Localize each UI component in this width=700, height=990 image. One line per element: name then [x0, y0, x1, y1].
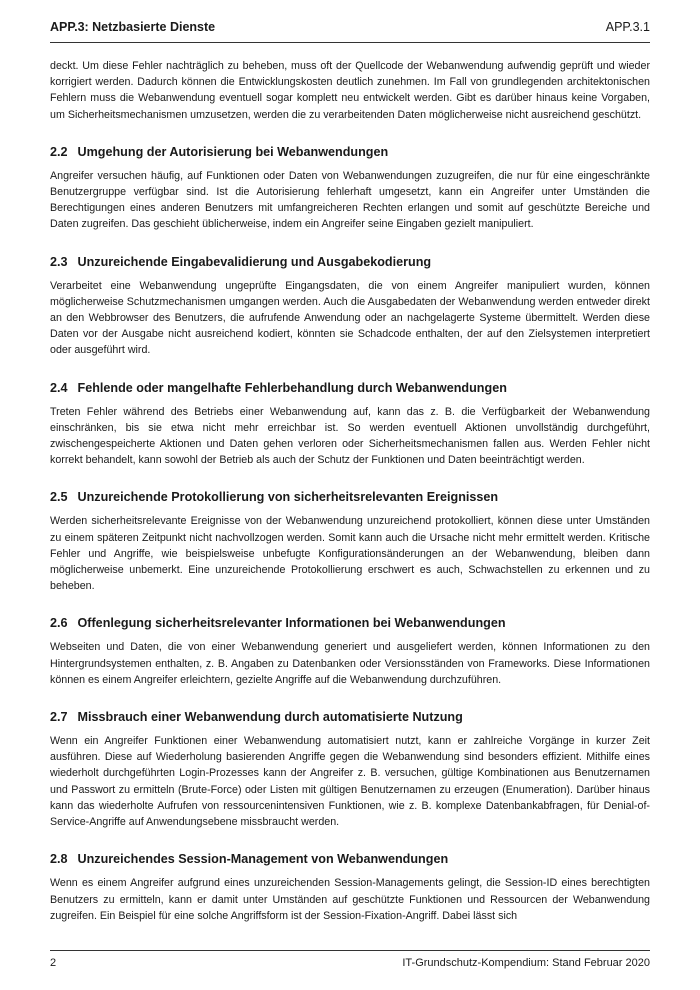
- section-2-4: [50, 379, 650, 469]
- section-paragraph: Treten Fehler während des Betriebs einer Webanwendung auf, kann das z. B. die Verfügbarkeit der Webanwendung einschränken, bis sie etwa nicht mehr erreichbar ist. So werden eventuell Aktionen unvollständig durchgeführt, zwischengespeicherte Aktionen und Daten gehen verloren oder Sicherheitsmechanismen fallen aus. Werden Fehler nicht korrekt behandelt, kann sowohl der Betrieb als auch der Schutz der Funktionen und Daten beeinträchtigt werden.: [50, 405, 650, 467]
- section-title: Umgehung der Autorisierung bei Webanwendungen: [77, 144, 389, 159]
- section-number: 2.7: [50, 710, 68, 725]
- section-heading: [50, 614, 650, 632]
- section-paragraph: Werden sicherheitsrelevante Ereignisse von der Webanwendung unzureichend protokolliert, können diese unter Umständen zu einem späteren Zeitpunkt nicht nachvollzogen werden. Somit kann auch die Ursache nicht mehr ermittelt werden. Kritische Fehler und Angriffe, wie beispielsweise unbefugte Konfigurationsänderungen an der Webanwendung, bleiben dann möglicherweise unbemerkt. Eine unzureichende Protokollierung erschwert es auch, Schwachstellen zu erkennen und zu beheben.: [50, 515, 650, 593]
- module-code: APP.3.1: [605, 20, 650, 34]
- intro-paragraph: deckt. Um diese Fehler nachträglich zu beheben, muss oft der Quellcode der Webanwendung aufwendig geprüft und wieder korrigiert werden. Dadurch können die Entwicklungskosten deutlich zunehmen. Im Fall von grundlegenden architektonischen Fehlern muss die Webanwendung eventuell sogar komplett neu entwickelt werden. Gibt es darüber hinaus keine Vorgaben, um Sicherheitsmechanismen umzusetzen, werden die zu verarbeitenden Daten möglicherweise nicht ausreichend geschützt.: [50, 60, 650, 121]
- section-2-3: [50, 253, 650, 359]
- section-heading: [50, 850, 650, 868]
- section-title: Offenlegung sicherheitsrelevanter Informationen bei Webanwendungen: [77, 616, 506, 631]
- section-paragraph: Angreifer versuchen häufig, auf Funktionen oder Daten von Webanwendungen zuzugreifen, die nur für eine eingeschränkte Benutzergruppe verfügbar sind. Ist die Autorisierung fehlerhaft umgesetzt, kann ein Angreifer unter Umständen die Berechtigungen eines anderen Benutzers mit umfangreicheren Rechten erlangen und somit auf geschützte Bereiche und Daten zugreifen. Das geschieht üblicherweise, indem ein Angreifer seine Eingaben gezielt manipuliert.: [50, 169, 650, 231]
- section-heading: [50, 143, 650, 161]
- section-number: 2.8: [50, 852, 68, 867]
- page-body: [50, 58, 650, 924]
- section-2-6: [50, 614, 650, 688]
- section-title: Unzureichendes Session-Management von Webanwendungen: [77, 852, 449, 867]
- section-heading: [50, 253, 650, 271]
- document-page: [50, 0, 650, 990]
- page-number: 2: [50, 957, 57, 969]
- footer-rule: [50, 950, 650, 951]
- page-header: [50, 20, 650, 42]
- section-title: Unzureichende Eingabevalidierung und Ausgabekodierung: [77, 254, 432, 269]
- section-2-8: [50, 850, 650, 924]
- section-paragraph: Webseiten und Daten, die von einer Webanwendung generiert und ausgeliefert werden, können Informationen zu den Hintergrundsystemen enthalten, z. B. Angaben zu Datenbanken oder Versionsständen von Frameworks. Diese Informationen können es einem Angreifer erleichtern, gezielte Angriffe auf die Webanwendung durchzuführen.: [50, 641, 650, 686]
- section-title: Unzureichende Protokollierung von sicherheitsrelevanten Ereignissen: [77, 490, 499, 505]
- section-title: Missbrauch einer Webanwendung durch automatisierte Nutzung: [77, 710, 463, 725]
- section-heading: [50, 379, 650, 397]
- page-footer: [50, 957, 650, 969]
- header-rule: [50, 42, 650, 43]
- publication-info: IT-Grundschutz-Kompendium: Stand Februar 2020: [402, 957, 650, 969]
- section-heading: [50, 488, 650, 506]
- section-heading: [50, 708, 650, 726]
- section-number: 2.4: [50, 380, 68, 395]
- section-number: 2.5: [50, 490, 68, 505]
- section-paragraph: Wenn ein Angreifer Funktionen einer Webanwendung automatisiert nutzt, kann er zahlreiche Vorgänge in kurzer Zeit ausführen. Diese auf Wiederholung basierenden Angriffe gegen die Webanwendung sind besonders effizient. Mithilfe eines wiederholt durchgeführten Login-Prozesses kann der Angreifer z. B. versuchen, gültige Kombinationen aus Benutzernamen und Passwort zu ermitteln (Brute-Force) oder Listen mit gültigen Benutzernamen zu erzeugen (Enumeration). Darüber hinaus kann das wiederholte Aufrufen von ressourcenintensiven Funktionen, wie z. B. komplexe Datenbankabfragen, für Denial-of-Service-Angriffe auf Anwendungsebene missbraucht werden.: [50, 735, 650, 829]
- section-title: Fehlende oder mangelhafte Fehlerbehandlung durch Webanwendungen: [77, 380, 507, 395]
- section-2-2: [50, 143, 650, 233]
- module-title: APP.3: Netzbasierte Dienste: [50, 20, 216, 34]
- section-2-5: [50, 488, 650, 594]
- section-number: 2.6: [50, 616, 68, 631]
- section-2-7: [50, 708, 650, 830]
- section-paragraph: Wenn es einem Angreifer aufgrund eines unzureichenden Session-Managements gelingt, die Session-ID eines berechtigten Benutzers zu ermitteln, kann er damit unter Umständen auf geschützte Funktionen und Ressourcen der Webanwendung zugreifen. Ein Beispiel für eine solche Angriffsform ist der Session-Fixation-Angriff. Dabei lässt sich: [50, 877, 650, 922]
- section-number: 2.2: [50, 144, 68, 159]
- section-paragraph: Verarbeitet eine Webanwendung ungeprüfte Eingangsdaten, die von einem Angreifer manipuliert wurden, können möglicherweise Schutzmechanismen umgangen werden. Auch die Ausgabedaten der Webanwendung werden entweder direkt an den Webbrowser des Benutzers, die aufrufende Anwendung oder an nachgelagerte Systeme übermittelt. Werden diese Daten vor der Ausgabe nicht ausreichend kodiert, könnten sie Schadcode enthalten, der auf den Zielsystemen interpretiert oder ausgeführt wird.: [50, 279, 650, 357]
- section-number: 2.3: [50, 254, 68, 269]
